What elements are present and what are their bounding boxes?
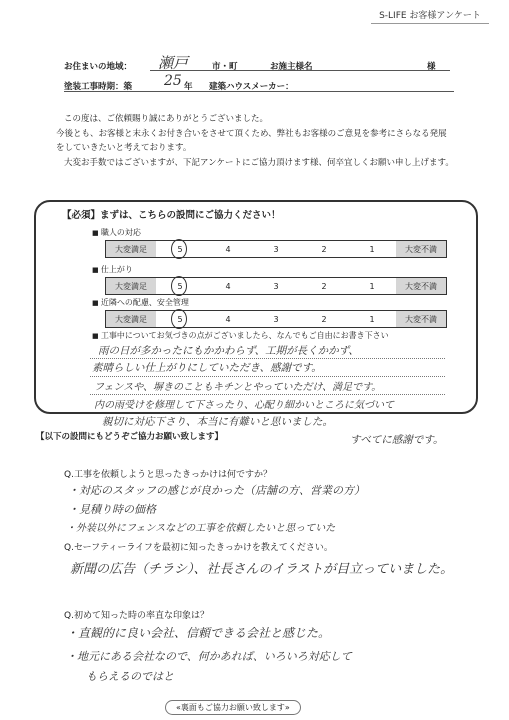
comment-text-2: 素晴らしい仕上がりにしていただき、感謝です。 <box>92 362 322 374</box>
period-value: 25 <box>164 73 182 89</box>
rating-1[interactable]: 1 <box>369 314 375 324</box>
question-2: Q.セーフティーライフを最初に知ったきっかけを教えてください。 <box>64 543 333 553</box>
selected-rating-circle <box>171 239 187 259</box>
period-unit: 年 <box>184 82 193 92</box>
address-value: 瀬戸 <box>158 54 189 72</box>
rating-3[interactable]: 3 <box>273 314 279 324</box>
rating-left-label: 大変満足 <box>106 241 156 257</box>
rating-right-label: 大変不満 <box>396 311 446 327</box>
address-label: お住まいの地域： <box>64 62 133 72</box>
answer-3-line-1: ・直観的に良い会社、信頼できる会社と感じた。 <box>66 626 331 640</box>
intro-line-1: この度は、ご依頼賜り誠にありがとうございました。 <box>64 114 269 124</box>
comment-text-4: 内の雨受けを修理して下さったり、心配り細かいところに気づいて <box>94 400 394 411</box>
rating-5[interactable]: 5 <box>177 244 183 254</box>
selected-rating-circle <box>171 309 187 329</box>
rating-4[interactable]: 4 <box>225 244 231 254</box>
comment-text-3: フェンスや、塀きのこともキチンとやっていただけ、満足です。 <box>94 382 382 393</box>
rating-left-label: 大変満足 <box>106 311 156 327</box>
rating-3[interactable]: 3 <box>273 244 279 254</box>
optional-section-title: 【以下の設問にもどうぞご協力お願い致します】 <box>36 432 224 442</box>
rating-5[interactable]: 5 <box>177 281 183 291</box>
rating-scale-finish <box>105 277 447 295</box>
answer-1-line-3: ・外装以外にフェンスなどの工事を依頼したいと思っていた <box>66 523 336 534</box>
rating-1[interactable]: 1 <box>369 281 375 291</box>
answer-1-line-2: ・見積り時の価格 <box>68 503 156 516</box>
survey-header-tag: S-LIFE お客様アンケート <box>371 6 489 24</box>
intro-line-3: をしていきたいと考えております。 <box>56 143 192 153</box>
comment-text-5: 親切に対応下さり、本当に有難いと思いました。 <box>102 416 333 428</box>
answer-1-line-1: ・対応のスタッフの感じが良かった（店舗の方、営業の方） <box>68 484 365 497</box>
required-section-title: 【必須】まずは、こちらの設問にご協力ください！ <box>62 210 281 221</box>
rating-scale-safety <box>105 310 447 328</box>
answer-3-line-2: ・地元にある会社なので、何かあれば、いろいろ対応して <box>66 650 352 663</box>
maker-label: 建築ハウスメーカー： <box>209 82 294 92</box>
rating-4[interactable]: 4 <box>225 314 231 324</box>
question-3: Q.初めて知った時の率直な印象は？ <box>64 611 209 621</box>
category-label-finish: ■ 仕上がり <box>92 264 133 275</box>
comment-label: ■ 工事中についてお気づきの点がございましたら、なんでもご自由にお書き下さい <box>92 330 389 341</box>
owner-name-suffix: 様 <box>427 62 436 72</box>
category-label-safety: ■ 近隣への配慮、安全管理 <box>92 297 189 308</box>
owner-name-label: お施主様名 <box>270 62 313 72</box>
intro-line-4: 大変お手数ではございますが、下記アンケートにご協力頂けます様、何卒宜しくお願い申し上げます。 <box>64 158 454 168</box>
rating-4[interactable]: 4 <box>225 281 231 291</box>
comment-line <box>90 394 445 395</box>
comment-line <box>90 358 445 359</box>
question-1: Q.工事を依頼しようと思ったきっかけは何ですか？ <box>64 470 272 480</box>
rating-2[interactable]: 2 <box>321 244 327 254</box>
category-label-craftsman: ■ 職人の対応 <box>92 227 141 238</box>
rating-3[interactable]: 3 <box>273 281 279 291</box>
rating-right-label: 大変不満 <box>396 241 446 257</box>
answer-2: 新聞の広告（チラシ）、社長さんのイラストが目立っていました。 <box>70 562 454 577</box>
answer-3-line-3: もらえるのではと <box>86 670 174 683</box>
rating-5[interactable]: 5 <box>177 314 183 324</box>
city-label: 市・町 <box>212 62 238 72</box>
comment-text-6: すべてに感謝です。 <box>350 434 444 446</box>
rating-scale-craftsman <box>105 240 447 258</box>
selected-rating-circle <box>171 276 187 296</box>
footer-note: «裏面もご協力お願い致します» <box>165 700 301 715</box>
period-label: 塗装工事時期：築 <box>64 82 133 92</box>
intro-line-2: 今後とも、お客様と末永くお付き合いをさせて頂くため、弊社もお客様のご意見を参考にさらなる発展 <box>56 129 447 139</box>
rating-2[interactable]: 2 <box>321 281 327 291</box>
comment-line <box>90 376 445 377</box>
rating-left-label: 大変満足 <box>106 278 156 294</box>
comment-text-1: 雨の日が多かったにもかかわらず、工期が長くかかず、 <box>98 345 359 357</box>
rating-right-label: 大変不満 <box>396 278 446 294</box>
rating-1[interactable]: 1 <box>369 244 375 254</box>
rating-2[interactable]: 2 <box>321 314 327 324</box>
